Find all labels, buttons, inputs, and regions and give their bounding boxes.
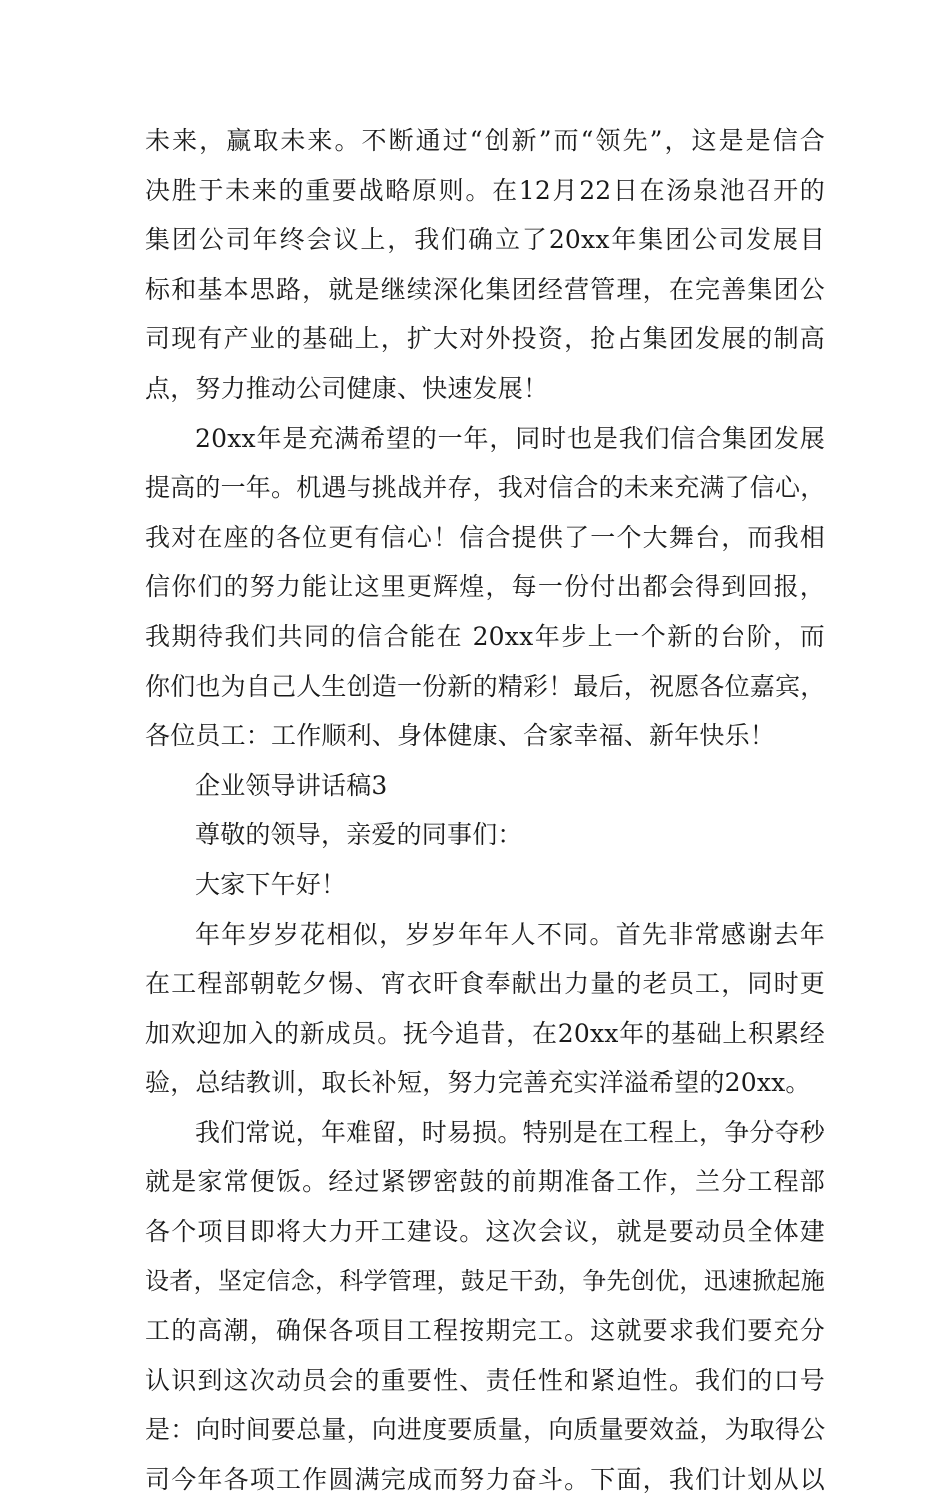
text-line: 尊敬的领导，亲爱的同事们：	[195, 820, 523, 850]
text-line: 认识到这次动员会的重要性、责任性和紧迫性。我们的口号	[145, 1365, 825, 1395]
text-line: 验，总结教训，取长补短，努力完善充实洋溢希望的20xx。	[145, 1068, 811, 1098]
text-line: 工的高潮，确保各项目工程按期完工。这就要求我们要充分	[145, 1316, 825, 1346]
document-body	[145, 116, 825, 1505]
text-line: 司今年各项工作圆满完成而努力奋斗。下面，我们计划从以	[145, 1465, 825, 1495]
text-line: 在工程部朝乾夕惕、宵衣旰食奉献出力量的老员工，同时更	[145, 969, 825, 999]
text-line: 我期待我们共同的信合能在 20xx年步上一个新的台阶，而	[145, 621, 825, 651]
text-line: 信你们的努力能让这里更辉煌，每一份付出都会得到回报，	[145, 572, 825, 602]
text-line: 决胜于未来的重要战略原则。在12月22日在汤泉池召开的	[145, 175, 825, 205]
text-line: 我们常说，年难留，时易损。特别是在工程上，争分夺秒	[195, 1117, 826, 1147]
text-line: 未来，赢取未来。不断通过“创新”而“领先”，这是是信合	[145, 126, 825, 155]
text-line: 加欢迎加入的新成员。抚今追昔，在20xx年的基础上积累经	[145, 1018, 825, 1048]
text-line: 我对在座的各位更有信心！信合提供了一个大舞台，而我相	[145, 522, 825, 552]
text-line: 20xx年是充满希望的一年，同时也是我们信合集团发展	[195, 423, 825, 453]
text-line: 各位员工：工作顺利、身体健康、合家幸福、新年快乐！	[145, 721, 776, 751]
text-line: 你们也为自己人生创造一份新的精彩！最后，祝愿各位嘉宾，	[145, 671, 826, 701]
text-line: 是：向时间要总量，向进度要质量，向质量要效益，为取得公	[145, 1415, 826, 1445]
text-line: 大家下午好！	[195, 869, 347, 899]
text-line: 司现有产业的基础上，扩大对外投资，抢占集团发展的制高	[145, 324, 825, 354]
text-line: 就是家常便饭。经过紧锣密鼓的前期准备工作，兰分工程部	[145, 1167, 825, 1197]
text-line: 设者，坚定信念，科学管理，鼓足干劲，争先创优，迅速掀起施	[145, 1266, 825, 1295]
text-line: 点，努力推动公司健康、快速发展！	[145, 373, 549, 403]
text-line: 企业领导讲话稿3	[195, 770, 388, 800]
text-line: 各个项目即将大力开工建设。这次会议，就是要动员全体建	[145, 1217, 825, 1247]
text-line: 集团公司年终会议上，我们确立了20xx年集团公司发展目	[145, 225, 825, 255]
text-line: 标和基本思路，就是继续深化集团经营管理，在完善集团公	[145, 274, 825, 304]
text-line: 提高的一年。机遇与挑战并存，我对信合的未来充满了信心，	[145, 473, 826, 503]
text-line: 年年岁岁花相似，岁岁年年人不同。首先非常感谢去年	[195, 919, 825, 949]
